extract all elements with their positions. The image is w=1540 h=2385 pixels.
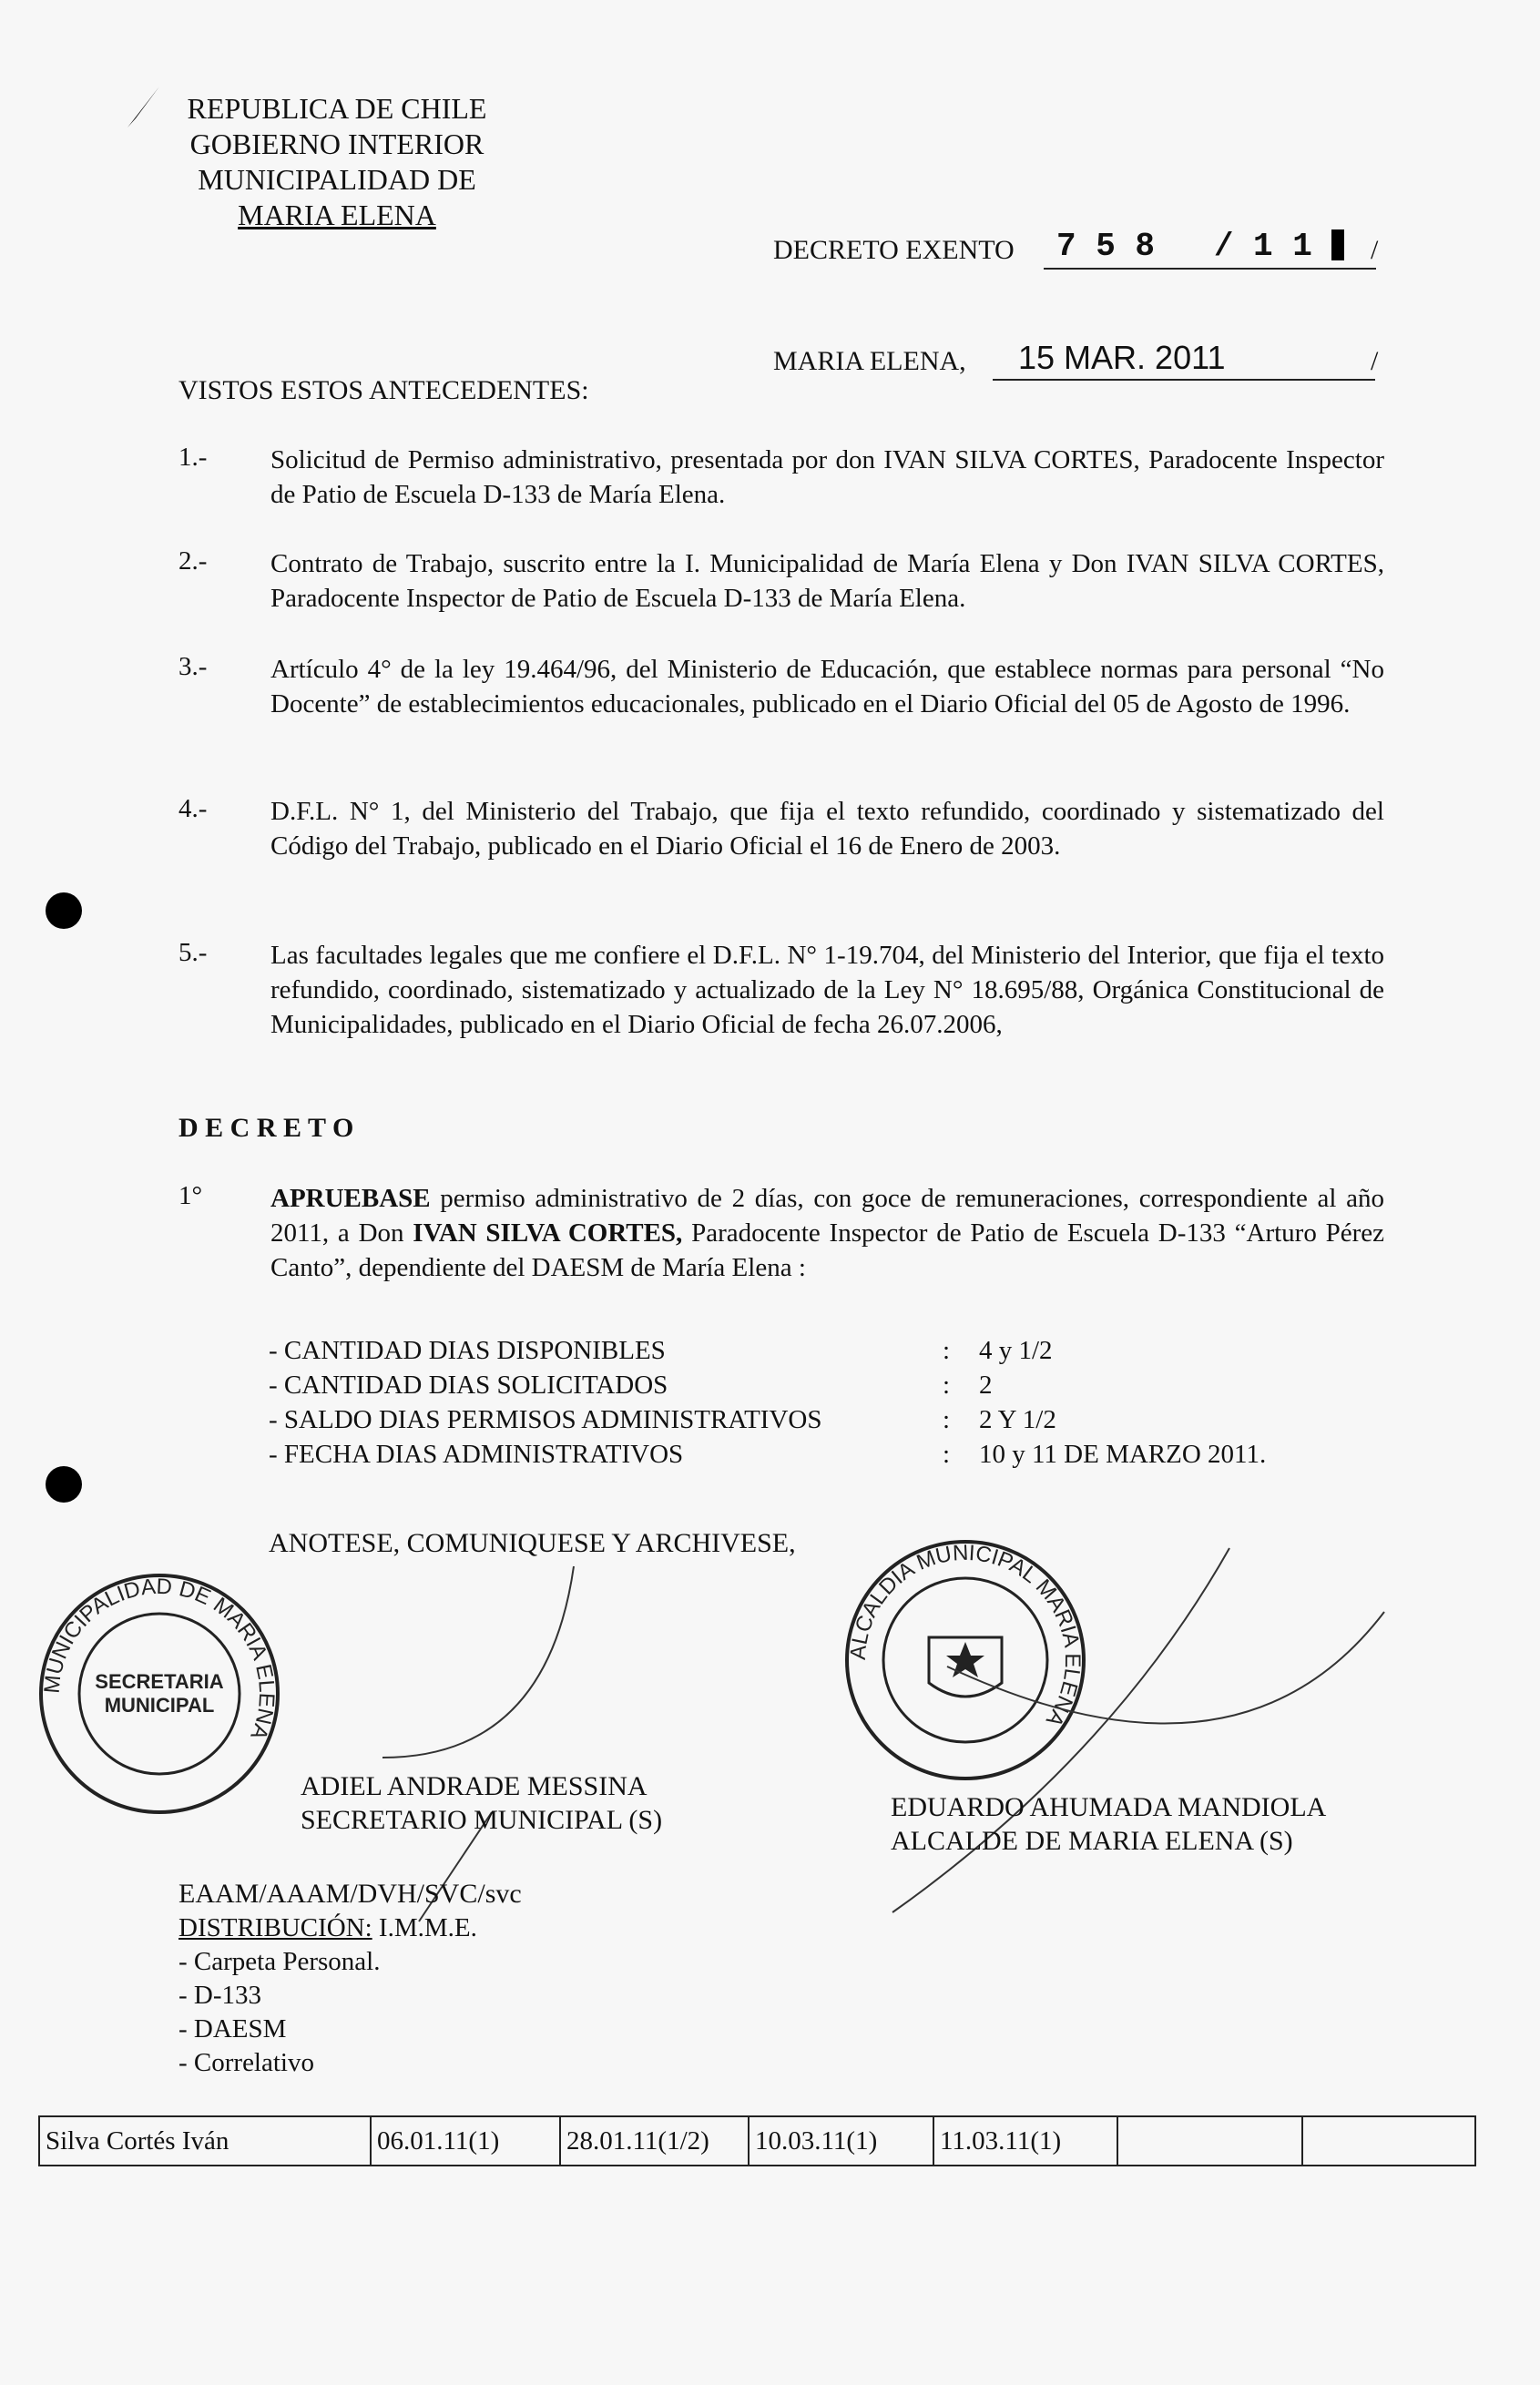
decree-date: 15 MAR. 2011 xyxy=(1018,339,1226,376)
item-number: 3.- xyxy=(178,652,208,681)
details-list: - CANTIDAD DIAS DISPONIBLES : 4 y 1/2 - CANTIDAD DIAS SOLICITADOS : 2 - SALDO DIAS PERMISOS ADMINISTRATIVOS : 2 Y 1/2 - FECHA DIAS ADMINISTRATIVOS : 10 y 11 DE MARZO 2011. xyxy=(269,1336,1267,1469)
item-text: Contrato de Trabajo, suscrito entre la I. Municipalidad de María Elena y Don IVAN SILVA CORTES, Paradocente Inspector de Patio de Escuela D-133 de María Elena. xyxy=(270,549,1384,613)
secretary-name: ADIEL ANDRADE MESSINA xyxy=(301,1771,648,1801)
vistos-heading: VISTOS ESTOS ANTECEDENTES: xyxy=(178,375,589,405)
table-cell xyxy=(1117,2116,1302,2166)
item-number: 1.- xyxy=(178,443,208,472)
decreto-heading: D E C R E T O xyxy=(178,1113,354,1143)
item-text: D.F.L. N° 1, del Ministerio del Trabajo, que fija el texto refundido, coordinado y sistematizado del Código del Trabajo, publicado en el Diario Oficial el 16 de Enero de 2003. xyxy=(270,797,1384,861)
decree-number-label: DECRETO EXENTO xyxy=(773,235,1015,265)
secretary-title: SECRETARIO MUNICIPAL (S) xyxy=(301,1805,663,1835)
item-number: 4.- xyxy=(178,794,208,823)
slash-mark: / xyxy=(1371,346,1379,376)
permit-record-table xyxy=(38,2115,1476,2166)
letterhead-line: MUNICIPALIDAD DE xyxy=(198,163,476,196)
item-text: Las facultades legales que me confiere el D.F.L. N° 1-19.704, del Ministerio del Interior, que fija el texto refundido, coordinado, sistematizado y actualizado de la Ley N° 18.695/88, Orgánica Constitucional de Municipalidades, publicado en el Diario Oficial de fecha 26.07.2006, xyxy=(270,941,1384,1039)
slash-mark: / xyxy=(1371,235,1379,265)
letterhead-line: MARIA ELENA xyxy=(238,199,436,231)
place-label: MARIA ELENA, xyxy=(773,346,966,376)
svg-text:MUNICIPALIDAD DE MARIA ELENA: MUNICIPALIDAD DE MARIA ELENA xyxy=(39,1574,280,1744)
seal-center-text: SECRETARIA MUNICIPAL xyxy=(95,1670,224,1717)
item-number: 5.- xyxy=(178,938,208,967)
table-cell: 10.03.11(1) xyxy=(749,2116,933,2166)
mayor-name: EDUARDO AHUMADA MANDIOLA xyxy=(891,1792,1327,1822)
closing-text: ANOTESE, COMUNIQUESE Y ARCHIVESE, xyxy=(269,1528,796,1558)
municipal-seal-left xyxy=(36,1571,282,1817)
table-cell: Silva Cortés Iván xyxy=(39,2116,371,2166)
letterhead-line: GOBIERNO INTERIOR xyxy=(189,127,484,160)
table-cell xyxy=(1302,2116,1475,2166)
table-row xyxy=(39,2116,1475,2166)
item-text: Artículo 4° de la ley 19.464/96, del Ministerio de Educación, que establece normas para personal “No Docente” de establecimientos educacionales, publicado en el Diario Oficial del 05 de Agosto de 1996. xyxy=(270,655,1384,719)
punch-hole xyxy=(46,892,82,929)
punch-hole xyxy=(46,1466,82,1503)
signatures xyxy=(364,1530,1412,1931)
article-text: APRUEBASE permiso administrativo de 2 días, con goce de remuneraciones, correspondiente al año 2011, a Don IVAN SILVA CORTES, Paradocente Inspector de Patio de Escuela D-133 “Arturo Pérez Canto”, dependiente del DAESM de María Elena : xyxy=(270,1184,1384,1282)
table-cell: 11.03.11(1) xyxy=(933,2116,1117,2166)
item-number: 2.- xyxy=(178,546,208,576)
decree-number: 7 5 8 / 1 1 xyxy=(1056,228,1312,265)
mayor-title: ALCALDE DE MARIA ELENA (S) xyxy=(891,1826,1293,1856)
initials: EAAM/AAAM/DVH/SVC/svc xyxy=(178,1879,522,1909)
svg-text:ALCALDIA MUNICIPAL MARIA ELENA: ALCALDIA MUNICIPAL MARIA ELENA xyxy=(845,1540,1086,1731)
distribution: DISTRIBUCIÓN: I.M.M.E. - Carpeta Personal. - D-133 - DAESM - Correlativo xyxy=(178,1913,477,2077)
table-cell: 28.01.11(1/2) xyxy=(560,2116,749,2166)
pen-mark-icon xyxy=(123,82,168,137)
letterhead xyxy=(173,91,501,233)
redaction-mark xyxy=(1331,229,1344,260)
table-cell: 06.01.11(1) xyxy=(371,2116,560,2166)
article-number: 1° xyxy=(178,1181,203,1210)
item-text: Solicitud de Permiso administrativo, presentada por don IVAN SILVA CORTES, Paradocente Inspector de Patio de Escuela D-133 de María Elena. xyxy=(270,445,1384,509)
letterhead-line: REPUBLICA DE CHILE xyxy=(187,92,487,125)
